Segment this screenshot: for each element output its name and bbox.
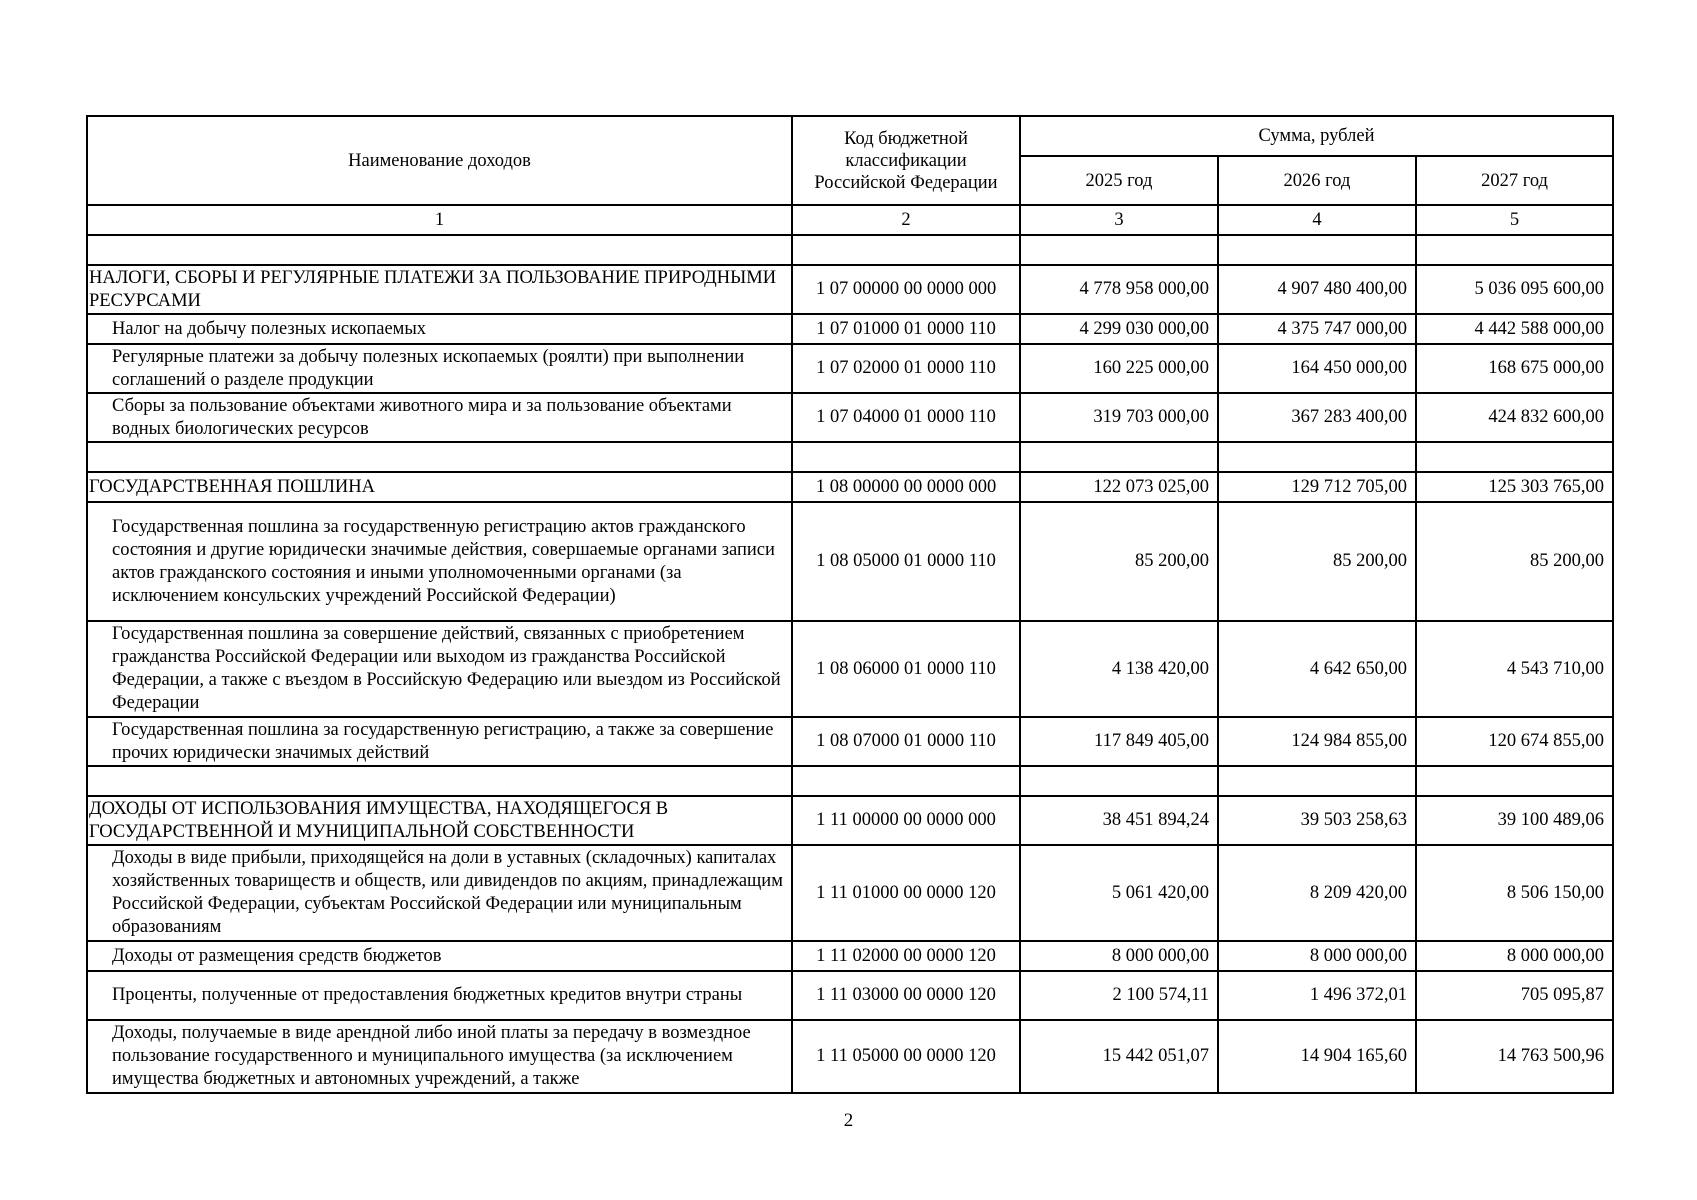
table-row — [87, 344, 1613, 393]
amount-2027-cell: 168 675 000,00 — [1416, 344, 1613, 393]
empty-cell — [1218, 442, 1416, 472]
amount-2026-cell: 164 450 000,00 — [1218, 344, 1416, 393]
code-cell: 1 07 02000 01 0000 110 — [792, 344, 1020, 393]
section-name-cell: ДОХОДЫ ОТ ИСПОЛЬЗОВАНИЯ ИМУЩЕСТВА, НАХОДЯЩЕГОСЯ В ГОСУДАРСТВЕННОЙ И МУНИЦИПАЛЬНОЙ СОБСТВЕННОСТИ — [87, 796, 792, 845]
section-name-cell: ГОСУДАРСТВЕННАЯ ПОШЛИНА — [87, 472, 792, 502]
table-header — [87, 116, 1613, 235]
amount-2026-cell: 14 904 165,60 — [1218, 1020, 1416, 1093]
header-year-2026: 2026 год — [1218, 156, 1416, 205]
item-name-cell: Доходы от размещения средств бюджетов — [87, 941, 792, 971]
amount-2026-cell: 39 503 258,63 — [1218, 796, 1416, 845]
amount-2026-cell: 85 200,00 — [1218, 502, 1416, 621]
column-number-5: 5 — [1416, 205, 1613, 235]
amount-2027-cell: 705 095,87 — [1416, 971, 1613, 1020]
amount-2027-cell: 125 303 765,00 — [1416, 472, 1613, 502]
item-name-cell: Доходы в виде прибыли, приходящейся на доли в уставных (складочных) капиталах хозяйственных товариществ и обществ, или дивидендов по акциям, принадлежащим Российской Федерации, субъектам Российской Федерации или муниципальным образованиям — [87, 845, 792, 941]
spacer-row — [87, 766, 1613, 796]
section-row — [87, 265, 1613, 314]
column-number-3: 3 — [1020, 205, 1218, 235]
empty-cell — [1020, 235, 1218, 265]
code-cell: 1 07 00000 00 0000 000 — [792, 265, 1020, 314]
amount-2027-cell: 14 763 500,96 — [1416, 1020, 1613, 1093]
code-cell: 1 11 05000 00 0000 120 — [792, 1020, 1020, 1093]
amount-2026-cell: 4 375 747 000,00 — [1218, 314, 1416, 344]
table-row — [87, 1020, 1613, 1093]
section-row — [87, 796, 1613, 845]
amount-2025-cell: 15 442 051,07 — [1020, 1020, 1218, 1093]
header-year-2025: 2025 год — [1020, 156, 1218, 205]
code-cell: 1 08 06000 01 0000 110 — [792, 621, 1020, 717]
table-row — [87, 393, 1613, 442]
amount-2026-cell: 8 209 420,00 — [1218, 845, 1416, 941]
code-cell: 1 11 01000 00 0000 120 — [792, 845, 1020, 941]
amount-2027-cell: 4 442 588 000,00 — [1416, 314, 1613, 344]
header-amount: Сумма, рублей — [1020, 116, 1613, 156]
empty-cell — [87, 442, 792, 472]
code-cell: 1 11 02000 00 0000 120 — [792, 941, 1020, 971]
empty-cell — [1416, 766, 1613, 796]
empty-cell — [792, 766, 1020, 796]
code-cell: 1 08 00000 00 0000 000 — [792, 472, 1020, 502]
empty-cell — [1218, 766, 1416, 796]
empty-cell — [1218, 235, 1416, 265]
empty-cell — [792, 235, 1020, 265]
amount-2026-cell: 129 712 705,00 — [1218, 472, 1416, 502]
empty-cell — [1416, 235, 1613, 265]
amount-2027-cell: 85 200,00 — [1416, 502, 1613, 621]
column-number-2: 2 — [792, 205, 1020, 235]
table-row — [87, 621, 1613, 717]
column-number-1: 1 — [87, 205, 792, 235]
item-name-cell: Государственная пошлина за совершение действий, связанных с приобретением гражданства Российской Федерации или выходом из гражданства Российской Федерации, а также с въездом в Российскую Федерацию или выездом из Российской Федерации — [87, 621, 792, 717]
amount-2026-cell: 124 984 855,00 — [1218, 717, 1416, 766]
amount-2027-cell: 39 100 489,06 — [1416, 796, 1613, 845]
amount-2027-cell: 120 674 855,00 — [1416, 717, 1613, 766]
item-name-cell: Сборы за пользование объектами животного мира и за пользование объектами водных биологических ресурсов — [87, 393, 792, 442]
amount-2026-cell: 4 642 650,00 — [1218, 621, 1416, 717]
amount-2025-cell: 2 100 574,11 — [1020, 971, 1218, 1020]
code-cell: 1 07 01000 01 0000 110 — [792, 314, 1020, 344]
amount-2027-cell: 4 543 710,00 — [1416, 621, 1613, 717]
amount-2025-cell: 38 451 894,24 — [1020, 796, 1218, 845]
table-row — [87, 845, 1613, 941]
amount-2027-cell: 8 000 000,00 — [1416, 941, 1613, 971]
code-cell: 1 11 03000 00 0000 120 — [792, 971, 1020, 1020]
header-name: Наименование доходов — [87, 116, 792, 205]
amount-2025-cell: 4 778 958 000,00 — [1020, 265, 1218, 314]
amount-2025-cell: 117 849 405,00 — [1020, 717, 1218, 766]
page-number: 2 — [843, 1110, 854, 1131]
section-row — [87, 472, 1613, 502]
empty-cell — [1020, 766, 1218, 796]
amount-2027-cell: 5 036 095 600,00 — [1416, 265, 1613, 314]
table-row — [87, 717, 1613, 766]
item-name-cell: Проценты, полученные от предоставления бюджетных кредитов внутри страны — [87, 971, 792, 1020]
empty-cell — [87, 235, 792, 265]
item-name-cell: Налог на добычу полезных ископаемых — [87, 314, 792, 344]
amount-2025-cell: 160 225 000,00 — [1020, 344, 1218, 393]
amount-2025-cell: 4 299 030 000,00 — [1020, 314, 1218, 344]
empty-cell — [1020, 442, 1218, 472]
amount-2025-cell: 85 200,00 — [1020, 502, 1218, 621]
table-body — [87, 235, 1613, 1093]
amount-2027-cell: 8 506 150,00 — [1416, 845, 1613, 941]
section-name-cell: НАЛОГИ, СБОРЫ И РЕГУЛЯРНЫЕ ПЛАТЕЖИ ЗА ПОЛЬЗОВАНИЕ ПРИРОДНЫМИ РЕСУРСАМИ — [87, 265, 792, 314]
item-name-cell: Государственная пошлина за государственную регистрацию актов гражданского состояния и другие юридически значимые действия, совершаемые органами записи актов гражданского состояния и иными уполномоченными органами (за исключением консульских учреждений Российской Федерации) — [87, 502, 792, 621]
table-row — [87, 941, 1613, 971]
table-row — [87, 314, 1613, 344]
spacer-row — [87, 442, 1613, 472]
header-code: Код бюджетной классификации Российской Федерации — [792, 116, 1020, 205]
revenue-table — [86, 115, 1614, 1094]
amount-2025-cell: 8 000 000,00 — [1020, 941, 1218, 971]
item-name-cell: Доходы, получаемые в виде арендной либо иной платы за передачу в возмездное пользование государственного и муниципального имущества (за исключением имущества бюджетных и автономных учреждений, а также — [87, 1020, 792, 1093]
table-row — [87, 971, 1613, 1020]
amount-2026-cell: 1 496 372,01 — [1218, 971, 1416, 1020]
empty-cell — [792, 442, 1020, 472]
code-cell: 1 08 07000 01 0000 110 — [792, 717, 1020, 766]
amount-2025-cell: 319 703 000,00 — [1020, 393, 1218, 442]
code-cell: 1 07 04000 01 0000 110 — [792, 393, 1020, 442]
table-row — [87, 502, 1613, 621]
empty-cell — [1416, 442, 1613, 472]
amount-2025-cell: 4 138 420,00 — [1020, 621, 1218, 717]
column-number-4: 4 — [1218, 205, 1416, 235]
code-cell: 1 08 05000 01 0000 110 — [792, 502, 1020, 621]
item-name-cell: Государственная пошлина за государственную регистрацию, а также за совершение прочих юридически значимых действий — [87, 717, 792, 766]
code-cell: 1 11 00000 00 0000 000 — [792, 796, 1020, 845]
header-year-2027: 2027 год — [1416, 156, 1613, 205]
amount-2025-cell: 122 073 025,00 — [1020, 472, 1218, 502]
empty-cell — [87, 766, 792, 796]
amount-2026-cell: 367 283 400,00 — [1218, 393, 1416, 442]
spacer-row — [87, 235, 1613, 265]
amount-2026-cell: 4 907 480 400,00 — [1218, 265, 1416, 314]
amount-2025-cell: 5 061 420,00 — [1020, 845, 1218, 941]
item-name-cell: Регулярные платежи за добычу полезных ископаемых (роялти) при выполнении соглашений о разделе продукции — [87, 344, 792, 393]
amount-2026-cell: 8 000 000,00 — [1218, 941, 1416, 971]
amount-2027-cell: 424 832 600,00 — [1416, 393, 1613, 442]
